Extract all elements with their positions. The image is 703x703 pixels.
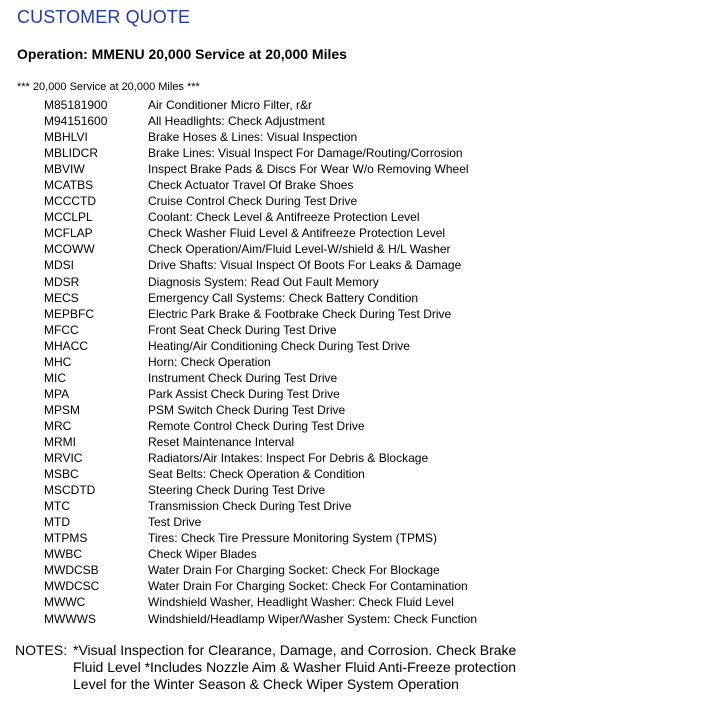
list-item bbox=[0, 450, 703, 466]
item-code: MFCC bbox=[44, 322, 79, 337]
list-item bbox=[0, 241, 703, 257]
item-description: Instrument Check During Test Drive bbox=[148, 370, 338, 385]
list-item bbox=[0, 97, 703, 113]
item-description: Transmission Check During Test Drive bbox=[148, 499, 352, 514]
notes-label: NOTES: bbox=[15, 642, 68, 658]
item-description: Horn: Check Operation bbox=[148, 354, 271, 369]
list-item bbox=[0, 322, 703, 338]
item-description: Water Drain For Charging Socket: Check For Contamination bbox=[148, 579, 468, 594]
item-description: Drive Shafts: Visual Inspect Of Boots For Leaks & Damage bbox=[148, 258, 462, 273]
item-description: Coolant: Check Level & Antifreeze Protection Level bbox=[148, 210, 420, 225]
list-item bbox=[0, 209, 703, 225]
service-items-list bbox=[0, 97, 703, 627]
item-code: MWWC bbox=[44, 595, 86, 610]
notes-line: Level for the Winter Season & Check Wiper System Operation bbox=[73, 676, 459, 692]
list-item bbox=[0, 354, 703, 370]
list-item bbox=[0, 418, 703, 434]
item-description: Reset Maintenance Interval bbox=[148, 434, 295, 449]
list-item bbox=[0, 338, 703, 354]
item-description: Park Assist Check During Test Drive bbox=[148, 386, 340, 401]
notes-line: Fluid Level *Includes Nozzle Aim & Washer Fluid Anti-Freeze protection bbox=[73, 659, 517, 675]
item-code: MCFLAP bbox=[44, 226, 93, 241]
list-item bbox=[0, 514, 703, 530]
item-description: Test Drive bbox=[148, 515, 202, 530]
item-description: Front Seat Check During Test Drive bbox=[148, 322, 337, 337]
item-description: Electric Park Brake & Footbrake Check During Test Drive bbox=[148, 306, 452, 321]
list-item bbox=[0, 594, 703, 610]
item-description: PSM Switch Check During Test Drive bbox=[148, 402, 346, 417]
list-item bbox=[0, 306, 703, 322]
list-item bbox=[0, 193, 703, 209]
item-description: Emergency Call Systems: Check Battery Condition bbox=[148, 290, 419, 305]
item-code: MWWWS bbox=[44, 611, 96, 626]
list-item bbox=[0, 434, 703, 450]
list-item bbox=[0, 145, 703, 161]
list-item bbox=[0, 562, 703, 578]
item-description: Cruise Control Check During Test Drive bbox=[148, 194, 358, 209]
item-code: MCATBS bbox=[44, 178, 94, 193]
item-description: Heating/Air Conditioning Check During Test Drive bbox=[148, 338, 410, 353]
item-code: MBVIW bbox=[44, 162, 85, 177]
section-header: *** 20,000 Service at 20,000 Miles *** bbox=[17, 81, 200, 93]
item-code: MSCDTD bbox=[44, 483, 96, 498]
item-code: MPSM bbox=[44, 402, 80, 417]
item-code: MDSI bbox=[44, 258, 74, 273]
item-code: M94151600 bbox=[44, 114, 108, 129]
item-code: MBLIDCR bbox=[44, 146, 99, 161]
item-description: Brake Hoses & Lines: Visual Inspection bbox=[148, 130, 358, 145]
list-item bbox=[0, 129, 703, 145]
item-description: Inspect Brake Pads & Discs For Wear W/o Removing Wheel bbox=[148, 162, 469, 177]
item-description: Air Conditioner Micro Filter, r&r bbox=[148, 98, 313, 112]
item-description: Brake Lines: Visual Inspect For Damage/Routing/Corrosion bbox=[148, 146, 463, 161]
item-description: Steering Check During Test Drive bbox=[148, 483, 326, 498]
list-item bbox=[0, 611, 703, 627]
list-item bbox=[0, 225, 703, 241]
list-item bbox=[0, 466, 703, 482]
item-code: MSBC bbox=[44, 467, 79, 482]
list-item bbox=[0, 402, 703, 418]
item-code: MWDCSB bbox=[44, 563, 99, 578]
item-description: Radiators/Air Intakes: Inspect For Debris & Blockage bbox=[148, 451, 429, 466]
item-code: MDSR bbox=[44, 274, 80, 289]
item-code: MCCLPL bbox=[44, 210, 93, 225]
list-item bbox=[0, 274, 703, 290]
list-item bbox=[0, 177, 703, 193]
item-description: Windshield/Headlamp Wiper/Washer System: Check Function bbox=[148, 611, 478, 626]
item-description: Tires: Check Tire Pressure Monitoring System (TPMS) bbox=[148, 531, 437, 546]
list-item bbox=[0, 370, 703, 386]
item-code: MWDCSC bbox=[44, 579, 100, 594]
list-item bbox=[0, 386, 703, 402]
list-item bbox=[0, 530, 703, 546]
item-code: MRC bbox=[44, 418, 72, 433]
item-description: Seat Belts: Check Operation & Condition bbox=[148, 467, 365, 482]
item-code: MWBC bbox=[44, 547, 82, 562]
item-code: M85181900 bbox=[44, 98, 108, 112]
item-description: Windshield Washer, Headlight Washer: Check Fluid Level bbox=[148, 595, 454, 610]
item-code: MTD bbox=[44, 515, 70, 530]
page-title: CUSTOMER QUOTE bbox=[17, 7, 191, 27]
list-item bbox=[0, 113, 703, 129]
item-code: MCCCTD bbox=[44, 194, 96, 209]
item-code: MEPBFC bbox=[44, 306, 95, 321]
item-description: All Headlights: Check Adjustment bbox=[148, 114, 325, 129]
item-code: MECS bbox=[44, 290, 79, 305]
item-code: MBHLVI bbox=[44, 130, 88, 145]
notes-line: *Visual Inspection for Clearance, Damage, and Corrosion. Check Brake bbox=[73, 642, 517, 658]
item-code: MTC bbox=[44, 499, 70, 514]
item-code: MTPMS bbox=[44, 531, 88, 546]
item-description: Check Wiper Blades bbox=[148, 547, 257, 562]
item-description: Remote Control Check During Test Drive bbox=[148, 418, 365, 433]
operation-heading: Operation: MMENU 20,000 Service at 20,000 Miles bbox=[17, 46, 347, 62]
list-item bbox=[0, 578, 703, 594]
item-code: MHACC bbox=[44, 338, 88, 353]
item-description: Check Operation/Aim/Fluid Level-W/shield & H/L Washer bbox=[148, 242, 451, 257]
list-item bbox=[0, 482, 703, 498]
item-description: Diagnosis System: Read Out Fault Memory bbox=[148, 274, 379, 289]
item-description: Water Drain For Charging Socket: Check For Blockage bbox=[148, 563, 440, 578]
list-item bbox=[0, 290, 703, 306]
list-item bbox=[0, 498, 703, 514]
item-code: MCOWW bbox=[44, 242, 95, 257]
item-code: MHC bbox=[44, 354, 72, 369]
item-code: MRMI bbox=[44, 434, 76, 449]
item-code: MPA bbox=[44, 386, 70, 401]
list-item bbox=[0, 257, 703, 273]
item-code: MIC bbox=[44, 370, 66, 385]
list-item bbox=[0, 161, 703, 177]
item-description: Check Actuator Travel Of Brake Shoes bbox=[148, 178, 354, 193]
item-description: Check Washer Fluid Level & Antifreeze Protection Level bbox=[148, 226, 446, 241]
item-code: MRVIC bbox=[44, 451, 83, 466]
list-item bbox=[0, 546, 703, 562]
